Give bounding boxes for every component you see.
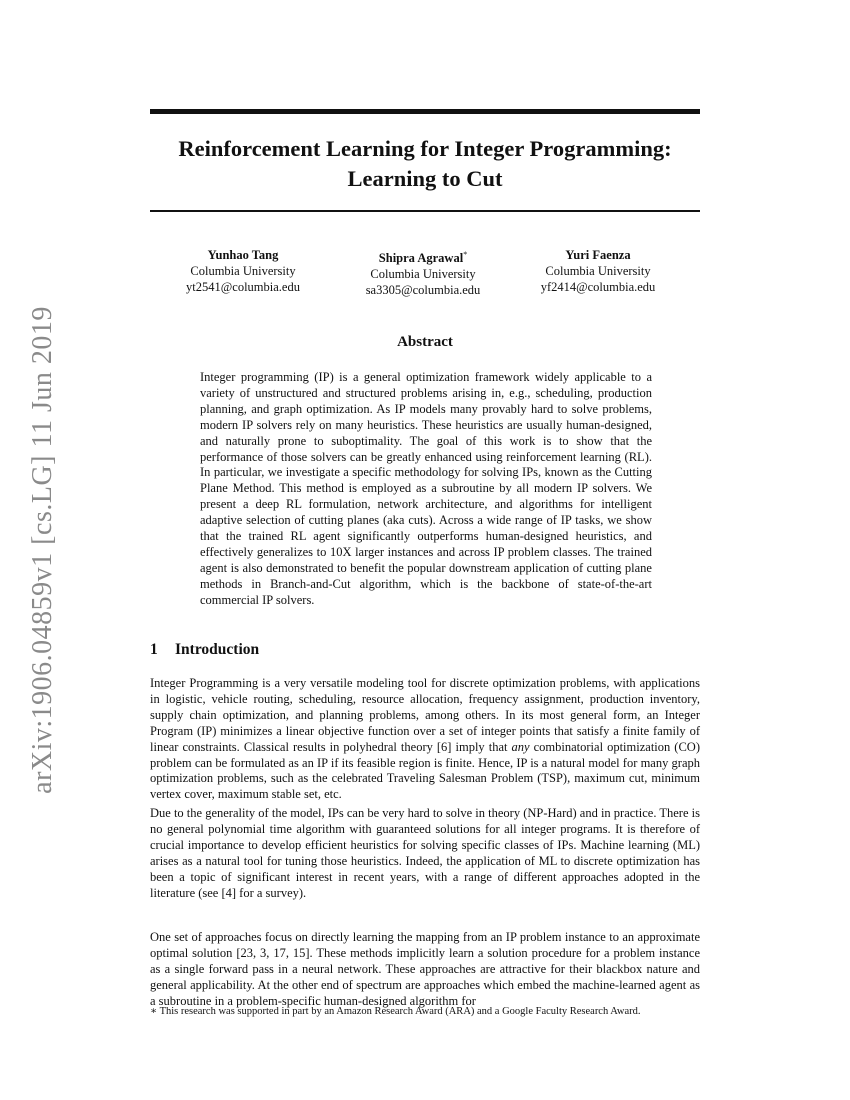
author-3 xyxy=(508,247,688,295)
footnote-text: This research was supported in part by an Amazon Research Award (ARA) and a Google Faculty Research Award. xyxy=(159,1006,641,1017)
author-2-affiliation: Columbia University xyxy=(370,267,476,282)
intro-p1-text-b: combinatorial optimization (CO) problem can be formulated as an IP if its feasible region is finite. Hence, IP is a natural model for many graph optimization problems, such as the celebrated Traveling Salesman Problem (TSP), maximum cut, minimum vertex cover, maximum stable set, etc. xyxy=(150,739,700,802)
author-2-email[interactable]: sa3305@columbia.edu xyxy=(365,283,481,298)
intro-p1-emphasis: any xyxy=(511,739,530,754)
author-1-email[interactable]: yt2541@columbia.edu xyxy=(186,280,300,294)
author-1 xyxy=(153,247,333,295)
paper-title-line-2: Learning to Cut xyxy=(347,166,503,191)
paper-title-line-1: Reinforcement Learning for Integer Programming: xyxy=(178,136,672,161)
author-3-name: Yuri Faenza xyxy=(565,248,631,262)
intro-paragraph-3: One set of approaches focus on directly learning the mapping from an IP problem instance to an approximate optimal solution [23, 3, 17, 15]. These methods implicitly learn a solution procedure for a problem instance as a single forward pass in a neural network. These approaches are attractive for their blackbox nature and general applicability. At the other end of spectrum are approaches which embed the machine-learned agent as a subroutine in a problem-specific human-designed algorithm for xyxy=(150,930,700,1008)
section-number: 1 xyxy=(150,641,158,658)
author-3-affiliation: Columbia University xyxy=(545,264,651,278)
section-heading-introduction xyxy=(150,641,259,659)
title-bottom-rule xyxy=(150,210,700,212)
author-1-affiliation: Columbia University xyxy=(190,264,296,278)
paper-title xyxy=(150,134,700,194)
author-2 xyxy=(333,247,513,298)
author-3-email[interactable]: yf2414@columbia.edu xyxy=(540,280,656,294)
abstract-heading: Abstract xyxy=(397,334,453,350)
author-2-name: Shipra Agrawal xyxy=(378,251,464,266)
intro-paragraph-1 xyxy=(150,676,700,803)
footnote-mark: ∗ xyxy=(150,1006,158,1017)
footnote xyxy=(150,1005,700,1019)
author-block xyxy=(150,247,700,307)
arxiv-identifier-stamp: arXiv:1906.04859v1 [cs.LG] 11 Jun 2019 xyxy=(27,306,58,794)
title-top-rule xyxy=(150,109,700,114)
author-2-footnote-mark: * xyxy=(463,250,468,259)
author-1-name: Yunhao Tang xyxy=(207,248,279,262)
intro-paragraph-2: Due to the generality of the model, IPs can be very hard to solve in theory (NP-Hard) and in practice. There is no general polynomial time algorithm with guaranteed solutions for all integer programs. It is therefore of crucial importance to develop efficient heuristics for solving specific classes of IPs. Machine learning (ML) arises as a natural tool for tuning those heuristics. Indeed, the application of ML to discrete optimization has been a topic of significant interest in recent years, with a range of different approaches adopted in the literature (see [4] for a survey). xyxy=(150,806,700,900)
abstract-text: Integer programming (IP) is a general optimization framework widely applicable to a variety of unstructured and structured problems arising in, e.g., scheduling, production planning, and graph optimization. As IP models many provably hard to solve problems, modern IP solvers rely on many heuristics. These heuristics are usually human-designed, and naturally prone to suboptimality. The goal of this work is to show that the performance of those solvers can be greatly enhanced using reinforcement learning (RL). In particular, we investigate a specific methodology for solving IPs, known as the Cutting Plane Method. This method is employed as a subroutine by all modern IP solvers. We present a deep RL formulation, network architecture, and algorithms for intelligent adaptive selection of cutting planes (aka cuts). Across a wide range of IP tasks, we show that the trained RL agent significantly outperforms human-designed heuristics, and effectively generalizes to 10X larger instances and across IP problem classes. The trained agent is also demonstrated to benefit the popular downstream application of cutting plane methods in Branch-and-Cut algorithm, which is the backbone of state-of-the-art commercial IP solvers. xyxy=(200,370,652,607)
section-title: Introduction xyxy=(175,641,260,658)
intro-p1-text-a: Integer Programming is a very versatile modeling tool for discrete optimization problems, with applications in logistic, vehicle routing, scheduling, resource allocation, frequency assignment, production inventory, supply chain optimization, and planning problems, among others. In its most general form, an Integer Program (IP) minimizes a linear objective function over a set of integer points that satisfy a finite family of linear constraints. Classical results in polyhedral theory [6] imply that xyxy=(150,676,700,754)
